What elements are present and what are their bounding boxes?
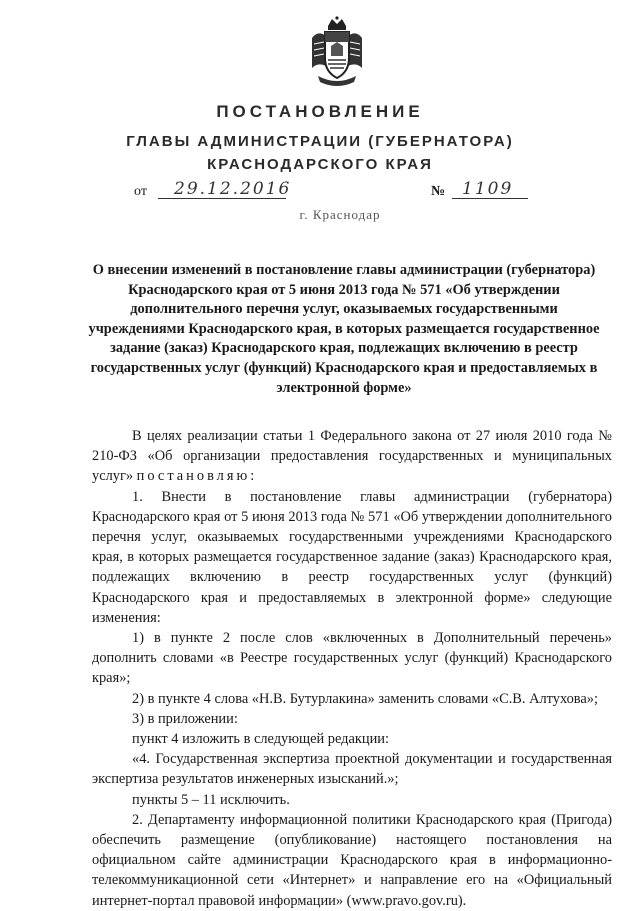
issuer-line-2: КРАСНОДАРСКОГО КРАЯ [207, 156, 433, 173]
date-label: от [134, 184, 147, 199]
date-value: 29.12.2016 [174, 179, 292, 199]
number-value: 1109 [462, 179, 514, 199]
document-type-title: ПОСТАНОВЛЕНИЕ [216, 102, 424, 121]
date-number-line [0, 181, 640, 203]
issuer-line-1: ГЛАВЫ АДМИНИСТРАЦИИ (ГУБЕРНАТОРА) [126, 133, 514, 150]
paragraph-subitem-2: 2) в пункте 4 слова «Н.В. Бутурлакина» заменить словами «С.В. Алтухова»; [132, 690, 598, 707]
coat-of-arms-icon [308, 16, 366, 86]
document-heading: О внесении изменений в постановление главы администрации (губернатора) Краснодарского края от 5 июня 2013 года № 571 «Об утверждении дополнительного перечня услуг, оказываемых государственными учреждениями Краснодарского края, в которых размещается государственное задание (заказ) Краснодарского края, подлежащих включению в реестр государственных услуг (функций) Краснодарского края и предоставляемых в электронной форме» [88, 262, 600, 396]
city: г. Краснодар [299, 207, 381, 222]
paragraph-point-4-text: «4. Государственная экспертиза проектной документации и государственная экспертиза результатов инженерных изысканий.»; [92, 751, 612, 788]
document-body [92, 426, 612, 911]
paragraph-point-4-intro: пункт 4 изложить в следующей редакции: [132, 731, 389, 748]
paragraph-points-removed: пункты 5 – 11 исключить. [132, 791, 290, 808]
paragraph-subitem-3: 3) в приложении: [132, 710, 238, 727]
paragraph-item-1: 1. Внести в постановление главы администрации (губернатора) Краснодарского края от 5 июня 2013 года № 571 «Об утверждении дополнительного перечня услуг, оказываемых государственными учреждениями Краснодарского края, в которых размещается государственное задание (заказ) Краснодарского края, подлежащих включению в реестр государственных услуг (функций) Краснодарского края и предоставляемых в электронной форме» следующие изменения: [92, 488, 612, 626]
paragraph-subitem-1: 1) в пункте 2 после слов «включенных в Дополнительный перечень» дополнить словами «в Реестре государственных услуг (функций) Краснодарского края»; [92, 630, 612, 687]
preamble-text: В целях реализации статьи 1 Федерального закона от 27 июля 2010 года № 210-ФЗ «Об организации предоставления государственных и муниципальных услуг» [92, 428, 612, 485]
resolution-word: постановляю: [136, 468, 258, 485]
number-label: № [431, 184, 446, 199]
paragraph-item-2: 2. Департаменту информационной политики Краснодарского края (Пригода) обеспечить размещение (опубликование) настоящего постановления на официальном сайте администрации Краснодарского края в информационно-телекоммуникационной сети «Интернет» и направление его на «Официальный интернет-портал правовой информации» (www.pravo.gov.ru). [92, 811, 612, 909]
paragraph-preamble [92, 426, 612, 487]
